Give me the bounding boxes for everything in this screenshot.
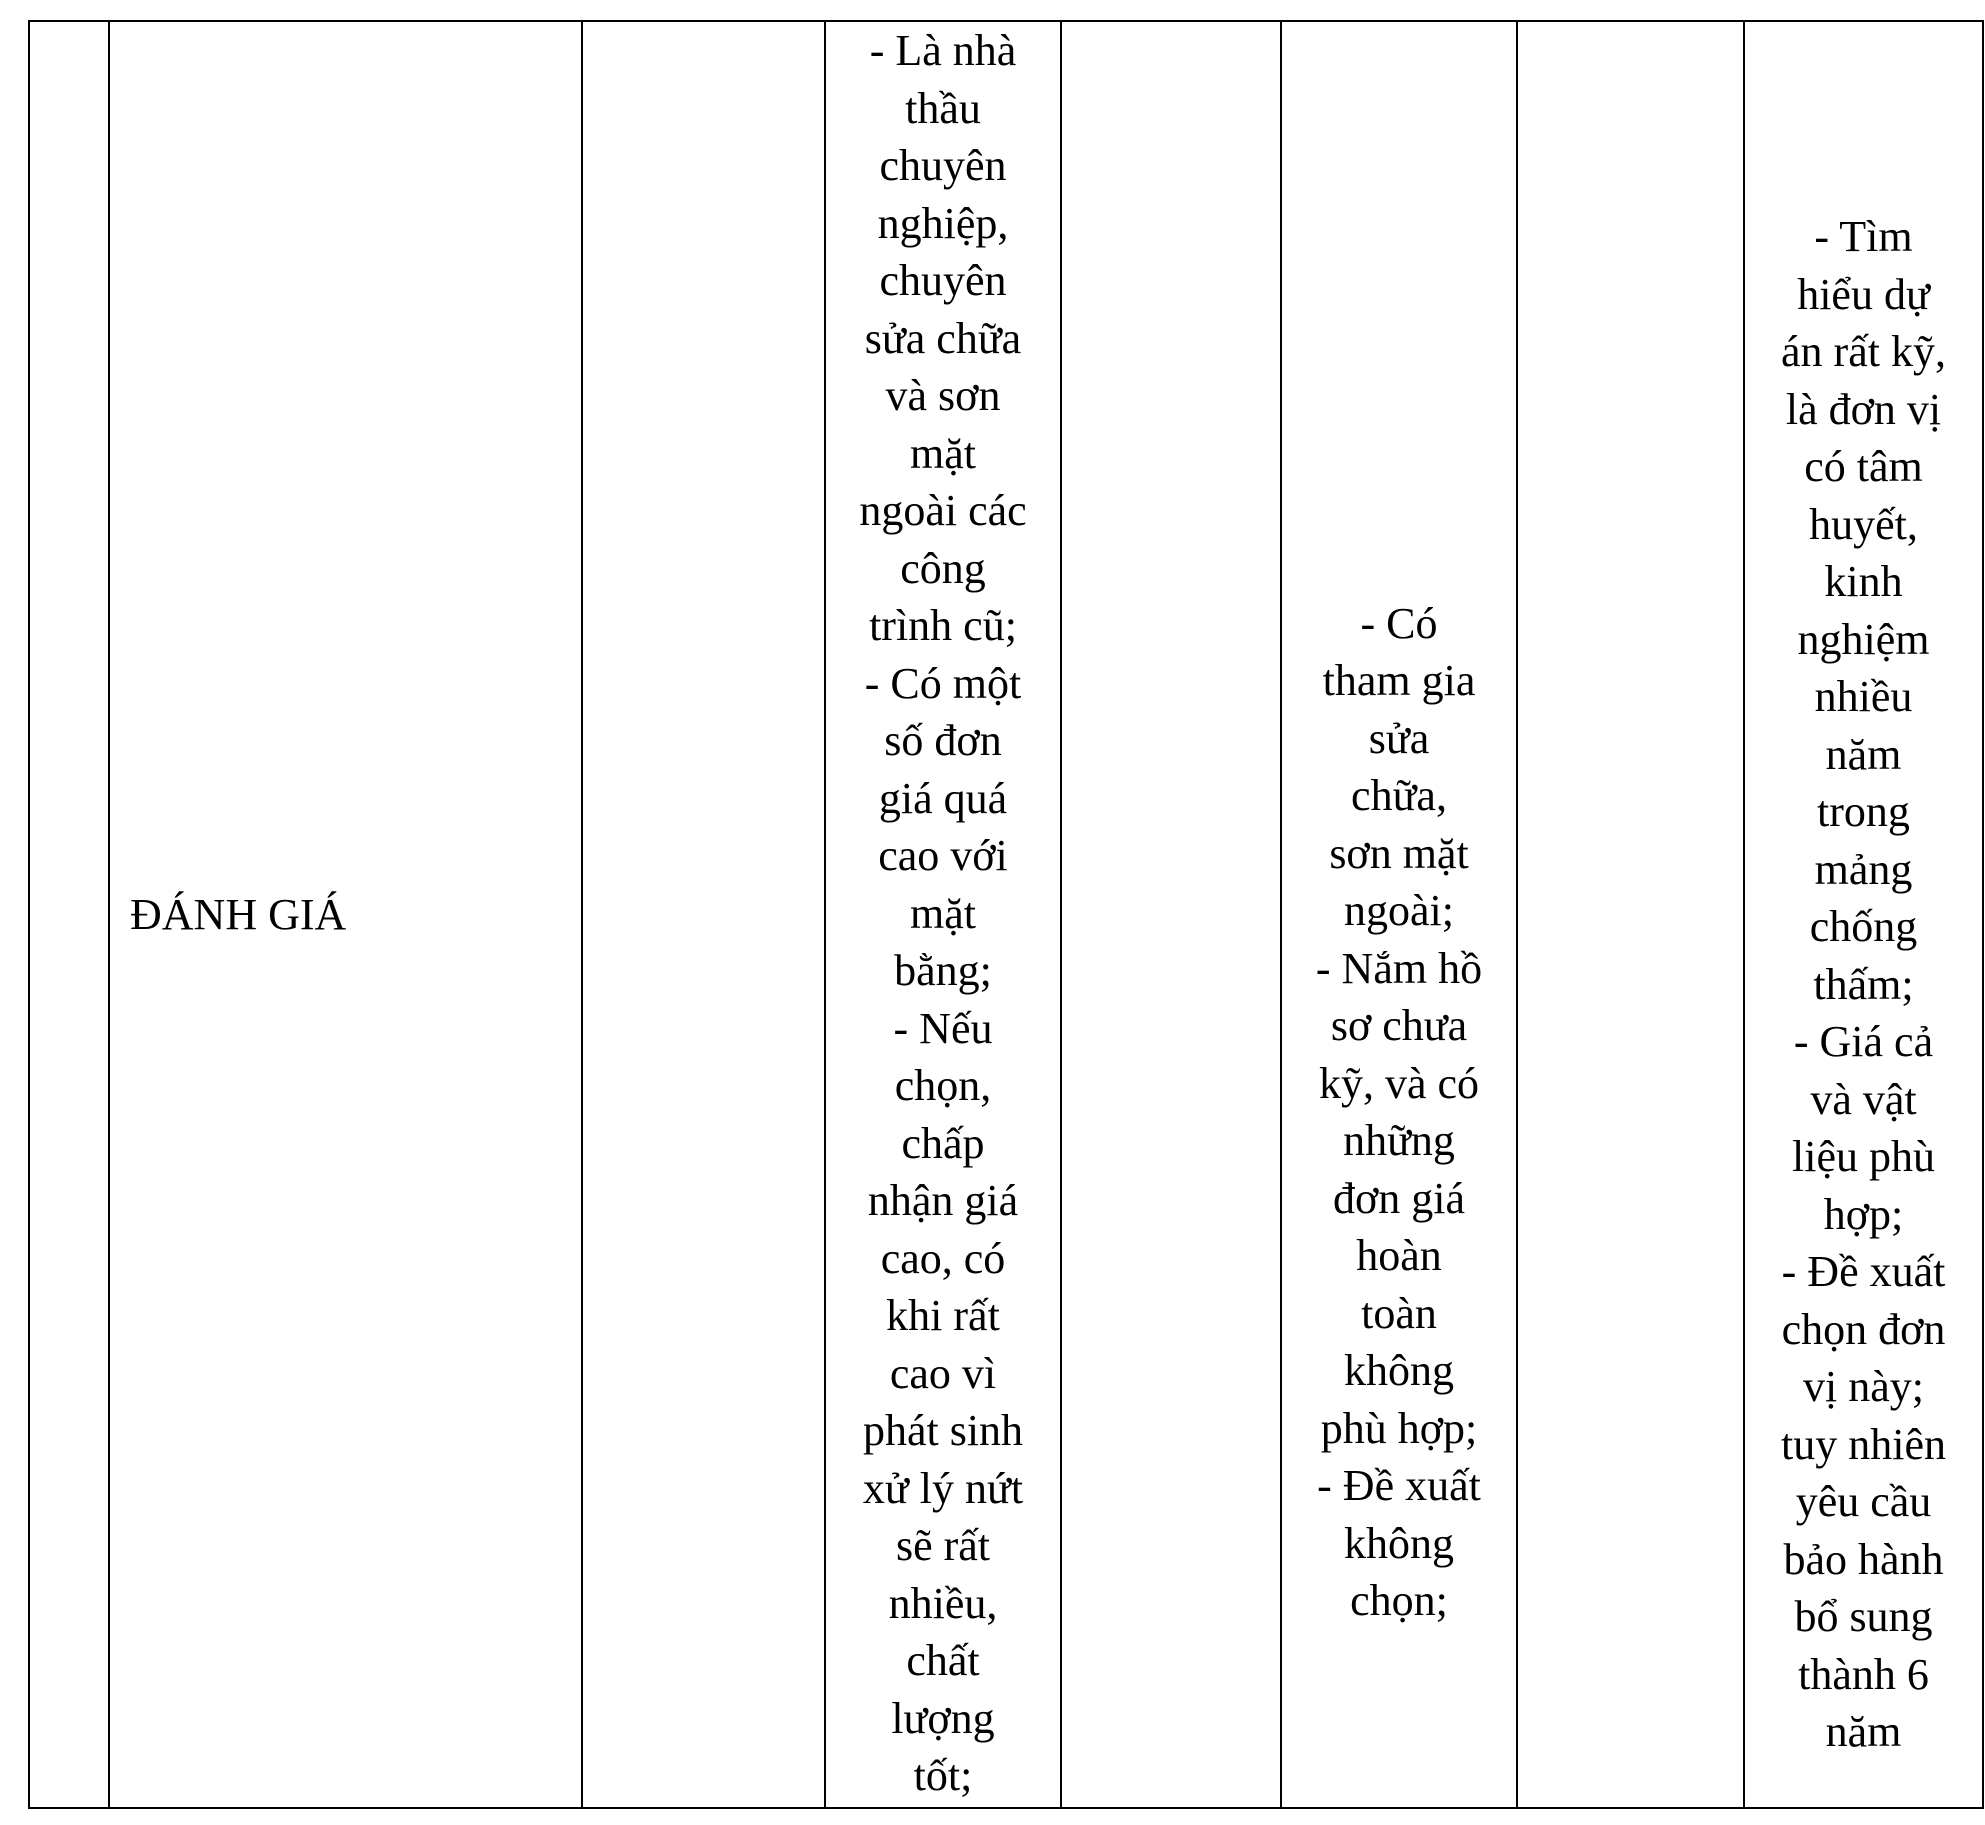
text-line: cao, có xyxy=(880,1233,1006,1283)
text-line: không xyxy=(1344,1518,1454,1568)
text-line: lượng xyxy=(891,1693,995,1743)
text-line: kinh xyxy=(1824,557,1903,606)
text-line: chống xyxy=(1809,902,1918,951)
text-line: chữa, xyxy=(1351,771,1447,821)
text-line: mảng xyxy=(1814,844,1913,894)
text-line: sơ chưa xyxy=(1330,1001,1468,1051)
text-line: mặt xyxy=(910,888,976,938)
text-line: phát sinh xyxy=(862,1406,1024,1455)
text-line: năm xyxy=(1825,729,1902,779)
text-line: - Có xyxy=(1360,598,1438,648)
text-line: - Nắm hồ xyxy=(1315,943,1483,993)
text-line: bằng; xyxy=(894,946,992,995)
text-line: đơn giá xyxy=(1332,1173,1466,1223)
text-line: cao với xyxy=(878,831,1008,880)
evaluation-table xyxy=(28,20,1984,1809)
text-line: liệu phù xyxy=(1792,1132,1935,1181)
text-line: những xyxy=(1343,1116,1455,1166)
text-line: - Là nhà xyxy=(869,26,1017,75)
table-row xyxy=(29,21,1983,1808)
text-line: hiểu dự xyxy=(1797,269,1930,319)
text-line: thành 6 xyxy=(1798,1649,1929,1699)
text-line: - Đề xuất xyxy=(1781,1247,1946,1296)
row-label-cell xyxy=(109,21,582,1808)
text-line: sơn mặt xyxy=(1329,828,1469,878)
text-line: thấm; xyxy=(1813,959,1914,1009)
text-line: - Có một xyxy=(864,658,1022,708)
text-line: chấp xyxy=(901,1118,985,1168)
text-line: - Đề xuất xyxy=(1317,1461,1481,1511)
text-line: là đơn vị xyxy=(1785,384,1942,434)
text-line: thầu xyxy=(905,83,981,133)
text-line: - Nếu xyxy=(893,1003,993,1053)
text-line: ngoài; xyxy=(1344,886,1454,936)
empty-cell-3 xyxy=(1517,21,1744,1808)
text-line: chọn đơn xyxy=(1781,1304,1946,1354)
text-line: nghiệp, xyxy=(877,198,1009,248)
empty-cell-1 xyxy=(582,21,825,1808)
text-line: tốt; xyxy=(913,1751,973,1800)
text-line: bổ sung xyxy=(1794,1592,1933,1641)
text-line: bảo hành xyxy=(1783,1534,1944,1584)
text-line: nhiều, xyxy=(888,1578,998,1628)
contractor-a-assessment xyxy=(825,21,1061,1808)
text-line: xử lý nứt xyxy=(862,1463,1024,1513)
text-line: hợp; xyxy=(1823,1189,1904,1239)
text-line: sửa xyxy=(1368,713,1430,763)
text-line: chọn; xyxy=(1350,1576,1448,1626)
text-line: năm xyxy=(1825,1707,1902,1756)
text-line: công xyxy=(900,543,986,593)
text-line: có tâm xyxy=(1804,442,1923,491)
text-line: hoàn xyxy=(1356,1231,1442,1281)
text-line: tham gia xyxy=(1322,656,1476,706)
text-line: số đơn xyxy=(884,716,1002,765)
text-line: sửa chữa xyxy=(864,313,1022,363)
text-line: nhận giá xyxy=(867,1176,1019,1225)
contractor-b-assessment xyxy=(1281,21,1517,1808)
text-line: - Tìm xyxy=(1814,212,1913,261)
text-line: chuyên xyxy=(879,256,1007,305)
text-line: mặt xyxy=(910,428,976,478)
text-line: huyết, xyxy=(1809,499,1918,549)
text-line: phù hợp; xyxy=(1320,1403,1478,1453)
text-line: nhiều xyxy=(1814,672,1913,721)
text-line: kỹ, và có xyxy=(1318,1058,1480,1108)
text-line: cao vì xyxy=(889,1348,997,1398)
text-line: và sơn xyxy=(885,371,1001,420)
text-line: nghiệm xyxy=(1797,614,1930,664)
text-line: tuy nhiên xyxy=(1781,1419,1946,1469)
text-line: khi rất xyxy=(886,1291,1000,1340)
text-line: - Giá cả xyxy=(1793,1017,1934,1066)
text-line: trình cũ; xyxy=(869,601,1017,650)
text-line: không xyxy=(1344,1346,1454,1396)
text-line: ngoài các xyxy=(859,486,1027,535)
index-cell xyxy=(29,21,109,1808)
text-line: toàn xyxy=(1361,1288,1437,1338)
text-line: chuyên xyxy=(879,141,1007,190)
text-line: chất xyxy=(906,1636,980,1685)
text-line: yêu cầu xyxy=(1795,1477,1932,1526)
text-line: trong xyxy=(1817,787,1910,836)
row-label: ĐÁNH GIÁ xyxy=(130,889,347,939)
text-line: chọn, xyxy=(894,1061,992,1110)
text-line: vị này; xyxy=(1803,1362,1924,1411)
contractor-c-assessment xyxy=(1744,21,1983,1808)
text-line: giá quá xyxy=(878,773,1008,823)
empty-cell-2 xyxy=(1061,21,1281,1808)
text-line: và vật xyxy=(1810,1074,1917,1124)
text-line: án rất kỹ, xyxy=(1781,327,1946,376)
text-line: sẽ rất xyxy=(895,1521,991,1570)
